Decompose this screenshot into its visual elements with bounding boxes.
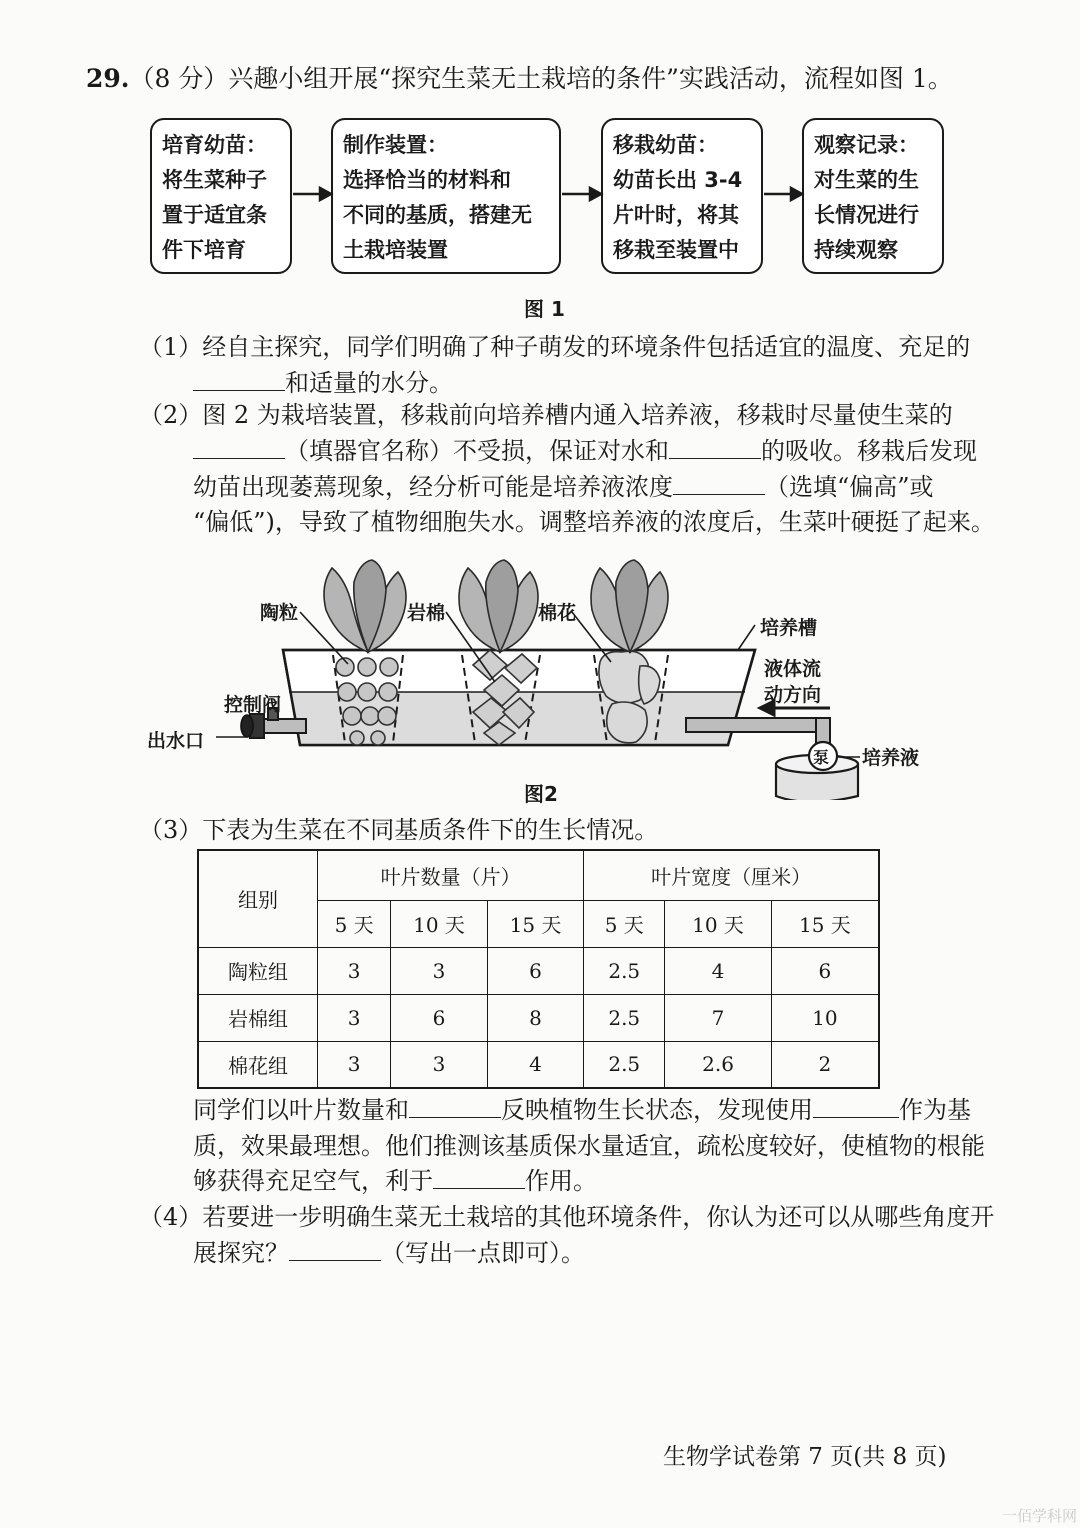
lettuce-plant-icon	[459, 560, 538, 652]
q1-text: 经自主探究，同学们明确了种子萌发的环境条件包括适宜的温度、充足的	[202, 333, 971, 361]
table-cell: 2.5	[584, 947, 665, 994]
q3-intro: 下表为生菜在不同基质条件下的生长情况。	[202, 816, 659, 844]
table-cell: 4	[487, 1041, 584, 1088]
q2-text: 图 2 为栽培装置，移栽前向培养槽内通入培养液，移栽时尽量使生菜的	[202, 401, 953, 429]
flow-step-line: 将生菜种子	[162, 168, 267, 192]
table-day-cell: 15 天	[487, 900, 584, 947]
table-cell: 6	[487, 947, 584, 994]
control-valve-icon	[241, 715, 253, 737]
table-header-leaf-count: 叶片数量（片）	[318, 850, 584, 900]
table-cell: 3	[318, 947, 391, 994]
table-row-name: 陶粒组	[198, 947, 318, 994]
q2-text-3a: 幼苗出现萎蔫现象，经分析可能是培养液浓度	[193, 473, 673, 501]
q3-intro-line	[139, 813, 658, 847]
q3-blank-substrate[interactable]	[813, 1093, 899, 1118]
table-day-cell: 10 天	[391, 900, 488, 947]
label-flow-1: 液体流	[764, 658, 822, 680]
table-header-group: 组别	[198, 850, 318, 947]
q3-text-1c: 作为基	[899, 1096, 971, 1124]
flow-step-line: 幼苗长出 3-4	[613, 168, 743, 192]
table-cell: 3	[318, 994, 391, 1041]
flow-step-line: 土栽培装置	[343, 238, 448, 262]
table-day-cell: 5 天	[318, 900, 391, 947]
question-intro: 兴趣小组开展“探究生菜无土栽培的条件”实践活动，流程如图 1。	[228, 64, 953, 93]
table-cell: 10	[771, 994, 879, 1041]
label-valve: 控制阀	[224, 694, 282, 716]
table-row	[198, 1041, 879, 1088]
q3-line1	[193, 1093, 971, 1127]
q2-text-2b: 的吸收。移栽后发现	[761, 437, 977, 465]
flow-step-title: 移栽幼苗：	[613, 133, 718, 157]
table-header-row	[198, 850, 879, 900]
label-cotton: 棉花	[538, 602, 577, 624]
page-footer: 生物学试卷第 7 页(共 8 页)	[663, 1444, 947, 1470]
table-cell: 7	[665, 994, 772, 1041]
flow-step-line: 对生菜的生	[814, 168, 919, 192]
table-row-name: 岩棉组	[198, 994, 318, 1041]
growth-table	[197, 849, 880, 1089]
table-day-cell: 15 天	[771, 900, 879, 947]
q4-line1	[139, 1200, 994, 1234]
q4-text-2b: （写出一点即可）。	[381, 1239, 585, 1267]
q3-blank-indicator[interactable]	[409, 1093, 501, 1118]
figure1-caption: 图 1	[524, 297, 565, 321]
q4-label: （4）	[139, 1203, 203, 1231]
table-cell: 3	[391, 947, 488, 994]
q3-blank-function[interactable]	[433, 1164, 525, 1189]
lettuce-plant-icon	[591, 560, 668, 652]
q1-text-2: 和适量的水分。	[285, 369, 453, 397]
flow-step-line: 片叶时，将其	[613, 203, 739, 227]
table-row	[198, 994, 879, 1041]
label-ceramsite: 陶粒	[260, 602, 299, 624]
flow-step-line: 置于适宜条	[162, 203, 267, 227]
table-cell: 3	[391, 1041, 488, 1088]
q2-text-3b: （选填“偏高”或	[765, 473, 934, 501]
q2-line4: “偏低”)，导致了植物细胞失水。调整培养液的浓度后，生菜叶硬挺了起来。	[193, 508, 995, 536]
q3-text-1a: 同学们以叶片数量和	[193, 1096, 409, 1124]
table-cell: 6	[771, 947, 879, 994]
q4-line2	[193, 1236, 585, 1270]
flow-step-title: 培育幼苗：	[162, 133, 267, 157]
flow-step-line: 不同的基质，搭建无	[343, 203, 532, 227]
question-number: 29.	[86, 64, 130, 93]
q3-line3	[193, 1164, 597, 1198]
q4-text-2a: 展探究？	[193, 1239, 289, 1267]
table-cell: 4	[665, 947, 772, 994]
table-cell: 6	[391, 994, 488, 1041]
label-solution: 培养液	[862, 747, 920, 769]
question-score: （8 分）	[129, 64, 229, 93]
table-cell: 8	[487, 994, 584, 1041]
lettuce-plant-icon	[324, 560, 406, 652]
label-rockwool: 岩棉	[407, 602, 446, 624]
table-cell: 2	[771, 1041, 879, 1088]
q4-answer-blank[interactable]	[289, 1236, 381, 1261]
flow-step-line: 持续观察	[814, 238, 898, 262]
table-cell: 2.5	[584, 994, 665, 1041]
flow-step-line: 件下培育	[162, 238, 246, 262]
q3-label: （3）	[139, 816, 203, 844]
flow-step-line: 移栽至装置中	[613, 238, 739, 262]
table-day-cell: 5 天	[584, 900, 665, 947]
label-flow-2: 动方向	[764, 684, 822, 706]
watermark: 一佰学科网	[1002, 1507, 1078, 1525]
table-row	[198, 947, 879, 994]
figure2-caption: 图2	[524, 782, 558, 806]
q3-text-1b: 反映植物生长状态，发现使用	[501, 1096, 813, 1124]
table-day-cell: 10 天	[665, 900, 772, 947]
q4-text: 若要进一步明确生菜无土栽培的其他环境条件，你认为还可以从哪些角度开	[202, 1203, 995, 1231]
label-pump: 泵	[813, 748, 830, 767]
q3-text-3a: 够获得充足空气，利于	[193, 1167, 433, 1195]
q2-label: （2）	[139, 401, 203, 429]
table-cell: 2.5	[584, 1041, 665, 1088]
q1-label: （1）	[139, 333, 203, 361]
label-tank: 培养槽	[760, 617, 818, 639]
q3-text-3b: 作用。	[525, 1167, 597, 1195]
q2-text-2a: （填器官名称）不受损，保证对水和	[285, 437, 669, 465]
q3-line2: 质，效果最理想。他们推测该基质保水量适宜，疏松度较好，使植物的根能	[193, 1132, 985, 1160]
table-cell: 2.6	[665, 1041, 772, 1088]
label-outlet: 出水口	[147, 730, 205, 752]
table-row-name: 棉花组	[198, 1041, 318, 1088]
flow-step-title: 观察记录：	[814, 133, 919, 157]
flow-step-line: 选择恰当的材料和	[343, 168, 511, 192]
flow-step-line: 长情况进行	[814, 203, 919, 227]
table-header-leaf-width: 叶片宽度（厘米）	[584, 850, 879, 900]
table-cell: 3	[318, 1041, 391, 1088]
flow-step-title: 制作装置：	[343, 133, 448, 157]
